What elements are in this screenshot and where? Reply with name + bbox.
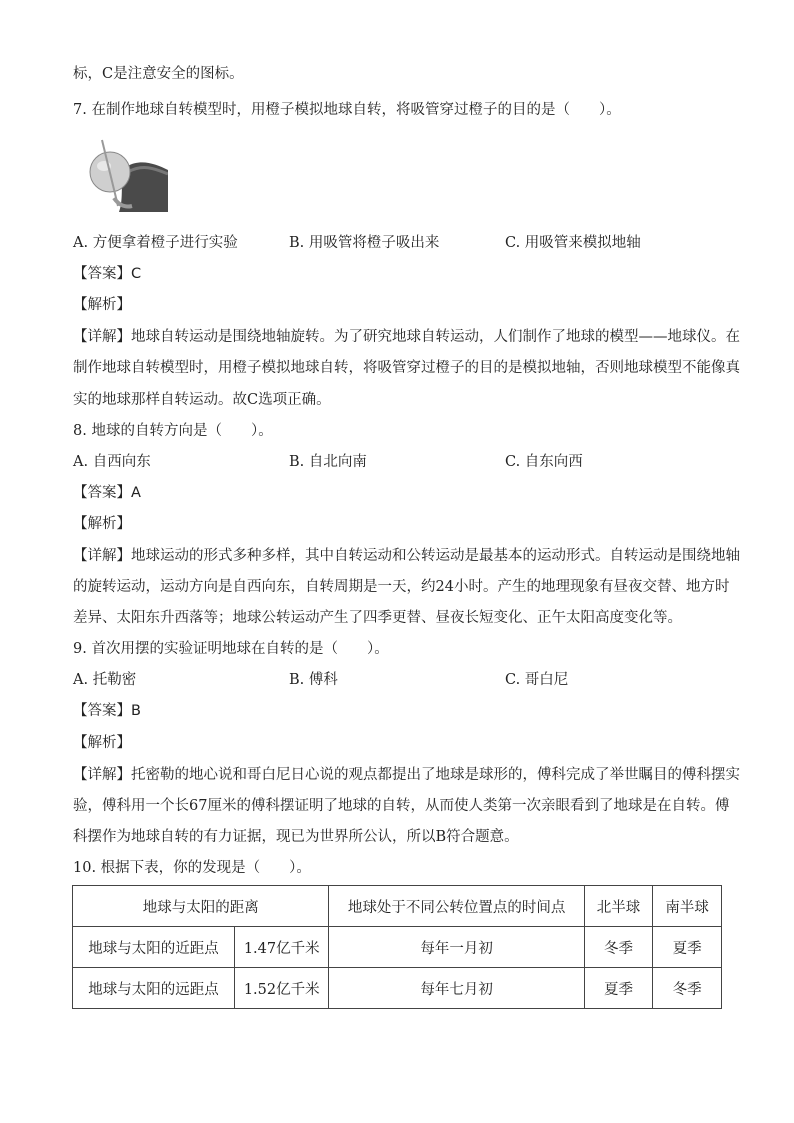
q9-detail: 验，傅科用一个长67厘米的傅科摆证明了地球的自转，从而使人类第一次亲眼看到了地球是在自转。傅 — [73, 798, 730, 814]
q7-detail: 实的地球那样自转运动。故C选项正确。 — [73, 392, 331, 408]
table-cell: 夏季 — [653, 927, 722, 968]
table-cell: 每年七月初 — [329, 968, 584, 1009]
q8-option-a: A. 自西向东 — [73, 454, 151, 470]
q7-detail: 【详解】地球自转运动是围绕地轴旋转。为了研究地球自转运动，人们制作了地球的模型——地球仪。在 — [73, 329, 740, 345]
question-8: 8. 地球的自转方向是（ ）。 — [73, 423, 273, 439]
table-cell: 地球与太阳的远距点 — [73, 968, 235, 1009]
q8-analysis-heading: 【解析】 — [73, 516, 131, 532]
table-cell: 夏季 — [584, 968, 653, 1009]
table-header-cell: 地球与太阳的距离 — [73, 886, 329, 927]
q7-detail: 制作地球自转模型时，用橙子模拟地球自转，将吸管穿过橙子的目的是模拟地轴，否则地球模型不能像真 — [73, 360, 740, 376]
q7-option-b: B. 用吸管将橙子吸出来 — [289, 235, 440, 251]
q7-answer: 【答案】C — [73, 266, 142, 282]
table-cell: 冬季 — [584, 927, 653, 968]
question-7: 7. 在制作地球自转模型时，用橙子模拟地球自转，将吸管穿过橙子的目的是（ ）。 — [73, 102, 621, 118]
table-cell: 地球与太阳的近距点 — [73, 927, 235, 968]
q8-answer: 【答案】A — [73, 485, 141, 501]
table-cell: 1.52亿千米 — [234, 968, 329, 1009]
text-line: 标，C是注意安全的图标。 — [73, 66, 244, 82]
table-row — [73, 968, 722, 1009]
table-row — [73, 927, 722, 968]
q9-option-b: B. 傅科 — [289, 672, 338, 688]
table-header-cell: 北半球 — [584, 886, 653, 927]
table-header-cell: 地球处于不同公转位置点的时间点 — [329, 886, 584, 927]
distance-season-table — [72, 885, 722, 1009]
q8-option-b: B. 自北向南 — [289, 454, 367, 470]
question-9: 9. 首次用摆的实验证明地球在自转的是（ ）。 — [73, 641, 389, 657]
q9-answer: 【答案】B — [73, 703, 141, 719]
q8-detail: 的旋转运动，运动方向是自西向东，自转周期是一天，约24小时。产生的地理现象有昼夜交替、地方时 — [73, 579, 730, 595]
orange-model-photo — [84, 128, 168, 212]
q9-detail: 【详解】托密勒的地心说和哥白尼日心说的观点都提出了地球是球形的，傅科完成了举世瞩目的傅科摆实 — [73, 767, 740, 783]
q7-analysis-heading: 【解析】 — [73, 297, 131, 313]
q7-option-c: C. 用吸管来模拟地轴 — [505, 235, 641, 251]
q7-option-a: A. 方便拿着橙子进行实验 — [73, 235, 238, 251]
table-cell: 每年一月初 — [329, 927, 584, 968]
q9-option-a: A. 托勒密 — [73, 672, 137, 688]
table-cell: 1.47亿千米 — [234, 927, 329, 968]
table-cell: 冬季 — [653, 968, 722, 1009]
q9-detail: 科摆作为地球自转的有力证据，现已为世界所公认，所以B符合题意。 — [73, 829, 519, 845]
table-header-row — [73, 886, 722, 927]
table-header-cell: 南半球 — [653, 886, 722, 927]
q8-detail: 差异、太阳东升西落等；地球公转运动产生了四季更替、昼夜长短变化、正午太阳高度变化等。 — [73, 610, 682, 626]
q9-option-c: C. 哥白尼 — [505, 672, 569, 688]
q8-detail: 【详解】地球运动的形式多种多样，其中自转运动和公转运动是最基本的运动形式。自转运动是围绕地轴 — [73, 548, 740, 564]
q8-option-c: C. 自东向西 — [505, 454, 583, 470]
q9-analysis-heading: 【解析】 — [73, 735, 131, 751]
question-10: 10. 根据下表，你的发现是（ ）。 — [73, 860, 311, 876]
